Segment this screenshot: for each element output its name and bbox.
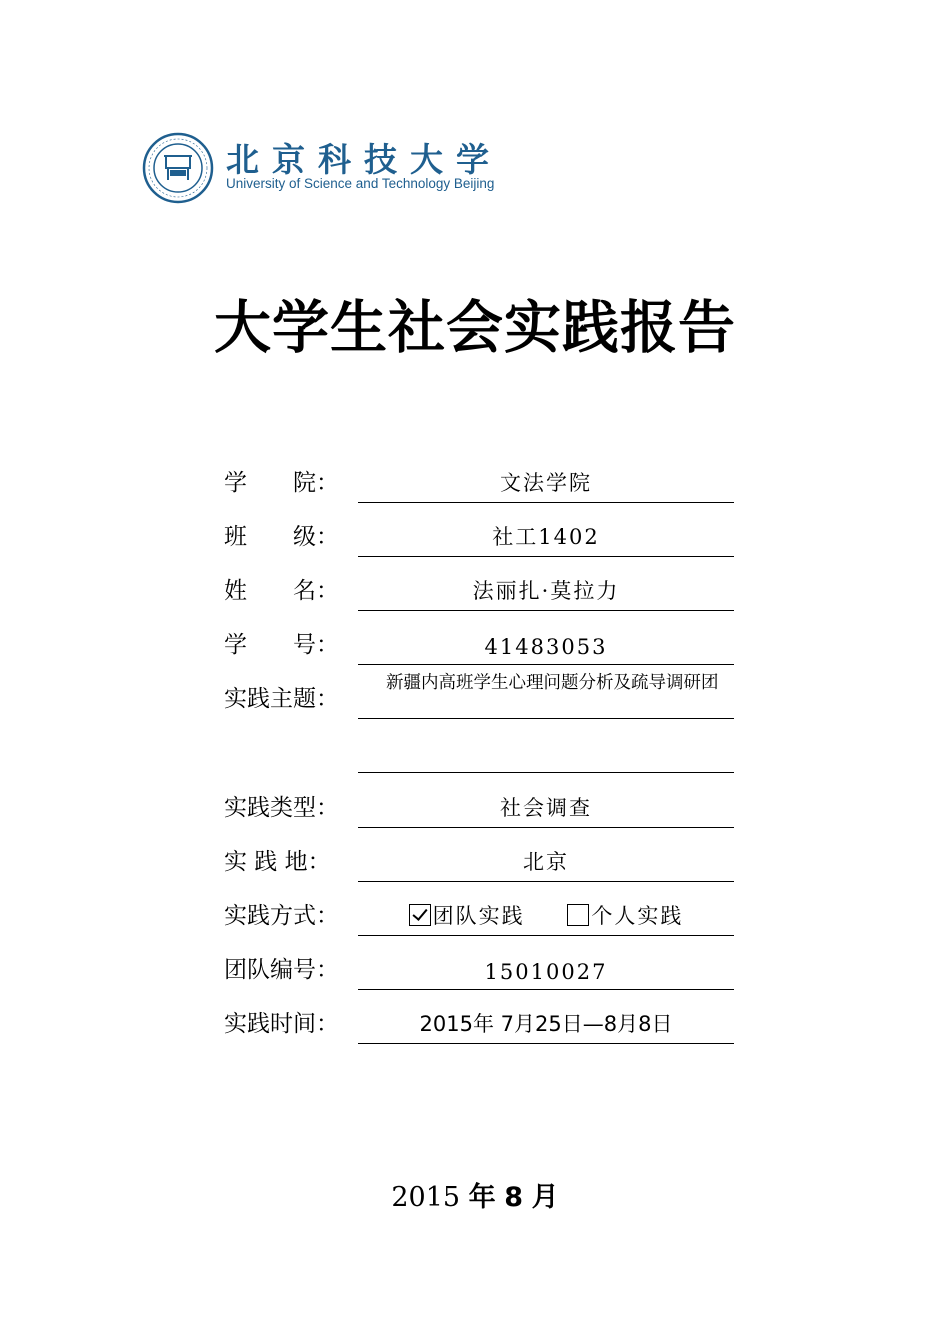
mode-option-team-label: 团队实践 (432, 904, 525, 928)
team-no-field (358, 938, 734, 990)
name-row (224, 559, 734, 611)
university-seal-icon (142, 132, 214, 204)
university-logo (142, 130, 522, 200)
name-value: 法丽扎·莫拉力 (472, 579, 620, 603)
university-name-cn: 北京科技大学 (226, 140, 502, 179)
university-name-en: University of Science and Technology Beijing (226, 176, 495, 191)
report-date (0, 1175, 950, 1214)
college-field (358, 451, 734, 503)
report-year-unit: 年 (468, 1182, 496, 1213)
college-value: 文法学院 (500, 471, 592, 495)
location-value: 北京 (523, 850, 569, 874)
student-id-value: 41483053 (484, 635, 608, 659)
mode-option-individual-label: 个人实践 (591, 904, 684, 928)
individual-checkbox-icon[interactable] (567, 904, 589, 926)
report-year: 2015 (391, 1182, 461, 1213)
team-no-value: 15010027 (484, 960, 608, 984)
type-label: 实践类型： (224, 795, 339, 821)
mode-label: 实践方式： (224, 903, 339, 929)
topic-extra-field (358, 721, 734, 773)
period-field (358, 992, 734, 1044)
mode-row (224, 884, 734, 936)
period-label: 实践时间： (224, 1011, 339, 1037)
report-title: 大学生社会实践报告 (214, 295, 736, 361)
report-month-unit: 月 (531, 1182, 559, 1213)
class-label: 班 级： (224, 524, 339, 550)
type-field (358, 776, 734, 828)
mode-option-individual[interactable] (567, 900, 683, 930)
name-field (358, 559, 734, 611)
mode-options (358, 900, 734, 930)
class-value: 社工1402 (492, 525, 600, 549)
mode-option-team[interactable] (409, 900, 525, 930)
student-id-field (358, 613, 734, 665)
team-no-row (224, 938, 734, 990)
college-row (224, 451, 734, 503)
college-label: 学 院： (224, 470, 339, 496)
class-field (358, 505, 734, 557)
name-label: 姓 名： (224, 578, 339, 604)
topic-field (358, 667, 734, 719)
topic-row (224, 667, 734, 719)
period-row (224, 992, 734, 1044)
student-id-row (224, 613, 734, 665)
topic-extra-row (224, 721, 734, 773)
team-no-label: 团队编号： (224, 957, 339, 983)
type-row (224, 776, 734, 828)
type-value: 社会调查 (500, 796, 592, 820)
location-field (358, 830, 734, 882)
topic-label: 实践主题： (224, 686, 339, 712)
report-month: 8 (504, 1182, 524, 1213)
class-row (224, 505, 734, 557)
topic-value: 新疆内高班学生心理问题分析及疏导调研团 (386, 673, 719, 693)
mode-field (358, 884, 734, 936)
team-checkbox-icon[interactable] (409, 904, 431, 926)
student-id-label: 学 号： (224, 632, 339, 658)
location-row (224, 830, 734, 882)
location-label: 实 践 地： (224, 849, 331, 875)
period-value: 2015年 7月25日—8月8日 (419, 1012, 673, 1036)
